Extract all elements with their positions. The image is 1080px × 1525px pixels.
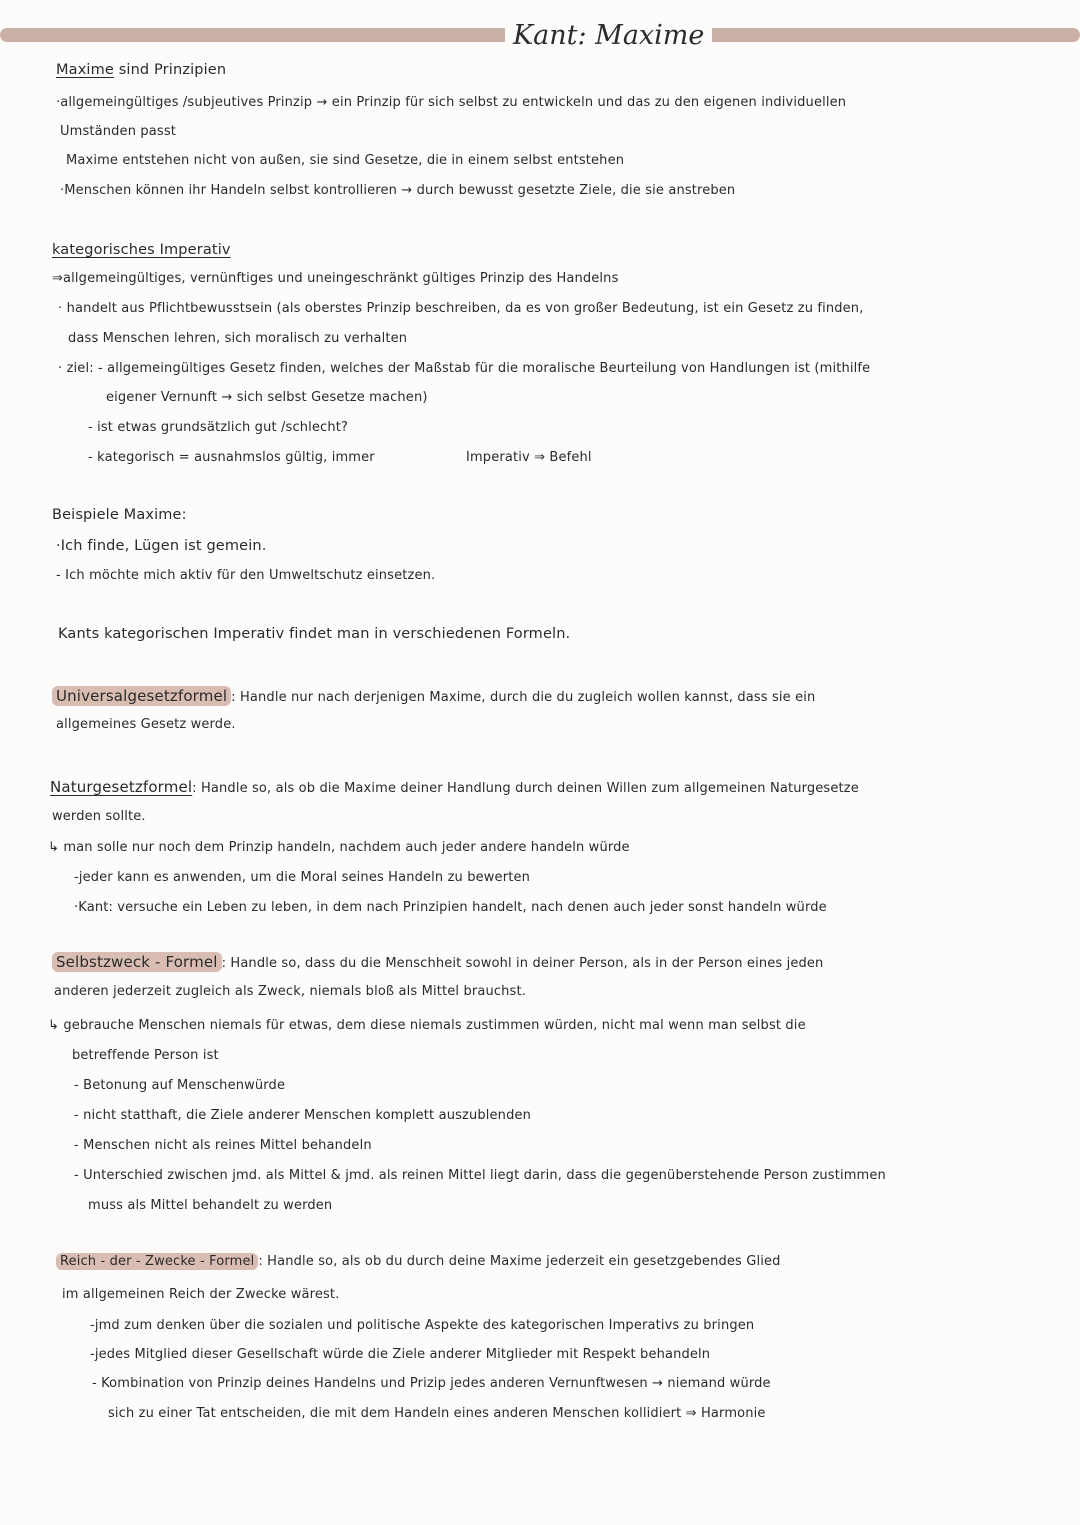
natur-label: Naturgesetzformel <box>50 778 193 796</box>
kategorisch-line-2: · handelt aus Pflichtbewusstsein (als oberstes Prinzip beschreiben, da es von großer Bedeutung, ist ein Gesetz zu finden, <box>58 301 864 316</box>
selbstzweck-line-8: - Unterschied zwischen jmd. als Mittel & jmd. als reinen Mittel liegt darin, dass die gegenüberstehende Person zustimmen <box>74 1168 886 1183</box>
natur-line-3: ↳ man solle nur noch dem Prinzip handeln, nachdem auch jeder andere handeln würde <box>48 840 630 855</box>
selbstzweck-line-1 <box>52 953 823 971</box>
kategorisch-line-1: ⇒allgemeingültiges, vernünftiges und uneingeschränkt gültiges Prinzip des Handelns <box>52 271 619 286</box>
selbstzweck-line-2: anderen jederzeit zugleich als Zweck, niemals bloß als Mittel brauchst. <box>54 984 526 999</box>
selbstzweck-text-1: : Handle so, dass du die Menschheit sowohl in deiner Person, als in der Person eines jeden <box>221 956 824 971</box>
maxime-line-1: ·allgemeingültiges /subjeutives Prinzip → ein Prinzip für sich selbst zu entwickeln und das zu den eigenen individuellen <box>56 95 847 110</box>
maxime-heading-line <box>56 62 226 78</box>
natur-text-1: : Handle so, als ob die Maxime deiner Handlung durch deinen Willen zum allgemeinen Naturgesetze <box>192 781 859 796</box>
page-title: Kant: Maxime <box>505 20 712 51</box>
selbstzweck-line-3: ↳ gebrauche Menschen niemals für etwas, dem diese niemals zustimmen würden, nicht mal wenn man selbst die <box>48 1018 806 1033</box>
natur-line-4: -jeder kann es anwenden, um die Moral seines Handeln zu bewerten <box>74 870 530 885</box>
kategorisch-line-7: - kategorisch = ausnahmslos gültig, immer <box>88 450 375 465</box>
formeln-intro: Kants kategorischen Imperativ findet man in verschiedenen Formeln. <box>58 626 571 642</box>
reich-line-6: sich zu einer Tat entscheiden, die mit dem Handeln eines anderen Menschen kollidiert ⇒ Harmonie <box>108 1406 766 1421</box>
reich-line-5: - Kombination von Prinzip deines Handelns und Prizip jedes anderen Vernunftwesen → niemand würde <box>92 1376 771 1391</box>
reich-label: Reich - der - Zwecke - Formel <box>56 1253 258 1270</box>
maxime-heading-rest: sind Prinzipien <box>113 62 227 78</box>
selbstzweck-label: Selbstzweck - Formel <box>52 952 222 972</box>
kategorisch-line-5: eigener Vernunft → sich selbst Gesetze machen) <box>106 390 428 405</box>
selbstzweck-line-7: - Menschen nicht als reines Mittel behandeln <box>74 1138 372 1153</box>
selbstzweck-line-9: muss als Mittel behandelt zu werden <box>88 1198 333 1213</box>
beispiele-heading: Beispiele Maxime: <box>52 507 187 523</box>
selbstzweck-line-4: betreffende Person ist <box>72 1048 219 1063</box>
reich-line-2: im allgemeinen Reich der Zwecke wärest. <box>62 1287 340 1302</box>
reich-line-4: -jedes Mitglied dieser Gesellschaft würde die Ziele anderer Mitglieder mit Respekt behandeln <box>90 1347 711 1362</box>
selbstzweck-line-5: - Betonung auf Menschenwürde <box>74 1078 286 1093</box>
reich-line-3: -jmd zum denken über die sozialen und politische Aspekte des kategorischen Imperativs zu bringen <box>90 1318 755 1333</box>
maxime-line-2: Umständen passt <box>60 124 176 139</box>
universal-label: Universalgesetzformel <box>52 686 231 706</box>
reich-line-1 <box>56 1254 781 1269</box>
imperativ-befehl-note: Imperativ ⇒ Befehl <box>466 450 592 465</box>
maxime-heading: Maxime <box>56 62 114 78</box>
universal-text-1: : Handle nur nach derjenigen Maxime, durch die du zugleich wollen kannst, dass sie ein <box>231 690 816 705</box>
selbstzweck-line-6: - nicht statthaft, die Ziele anderer Menschen komplett auszublenden <box>74 1108 532 1123</box>
kategorisch-line-3: dass Menschen lehren, sich moralisch zu verhalten <box>68 331 408 346</box>
reich-text-1: : Handle so, als ob du durch deine Maxime jederzeit ein gesetzgebendes Glied <box>258 1254 781 1269</box>
natur-line-2: werden sollte. <box>52 809 146 824</box>
universal-line-2: allgemeines Gesetz werde. <box>56 717 236 732</box>
kategorisch-line-4: · ziel: - allgemeingültiges Gesetz finden, welches der Maßstab für die moralische Beurteilung von Handlungen ist (mithilfe <box>58 361 871 376</box>
beispiele-line-1: ·Ich finde, Lügen ist gemein. <box>56 538 267 554</box>
natur-line-1 <box>50 778 859 796</box>
kategorisch-heading: kategorisches Imperativ <box>52 242 231 258</box>
maxime-line-3: Maxime entstehen nicht von außen, sie sind Gesetze, die in einem selbst entstehen <box>66 153 625 168</box>
beispiele-line-2: - Ich möchte mich aktiv für den Umweltschutz einsetzen. <box>56 568 436 583</box>
maxime-line-4: ·Menschen können ihr Handeln selbst kontrollieren → durch bewusst gesetzte Ziele, die sie anstreben <box>60 183 736 198</box>
universal-line-1 <box>52 687 815 705</box>
natur-line-5: ·Kant: versuche ein Leben zu leben, in dem nach Prinzipien handelt, nach denen auch jeder sonst handeln würde <box>74 900 827 915</box>
kategorisch-line-6: - ist etwas grundsätzlich gut /schlecht? <box>88 420 349 435</box>
